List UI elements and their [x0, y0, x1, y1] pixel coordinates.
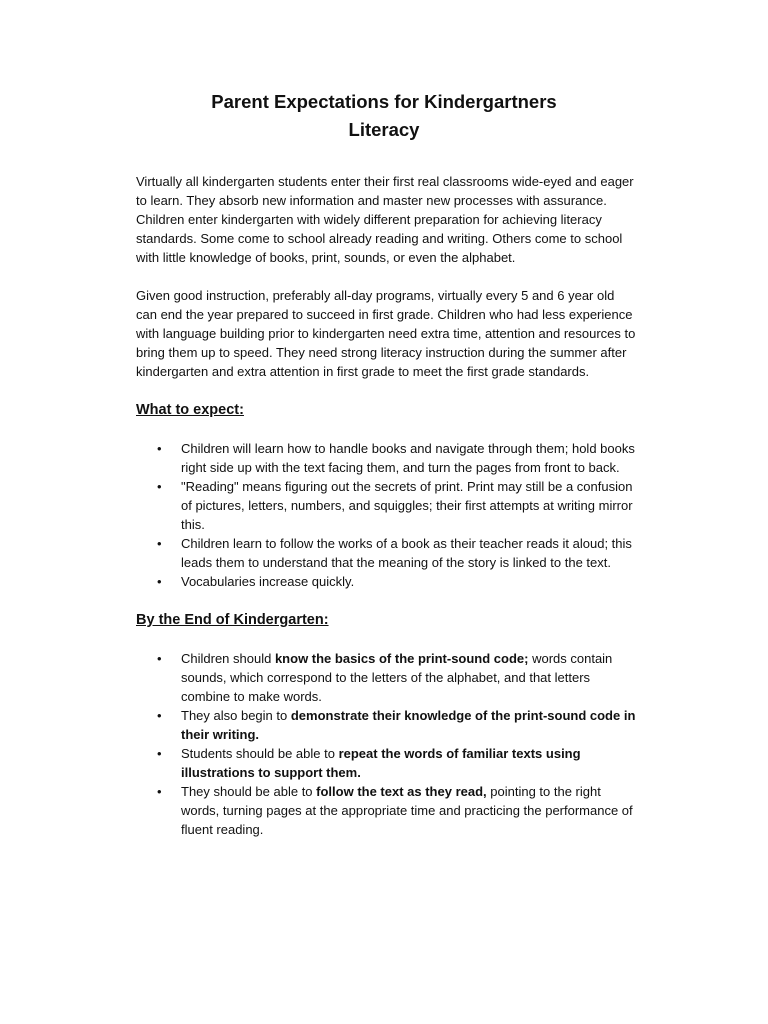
- list-item-text-after: words contain sounds, which correspond to the letters of the alphabet, and that letters combine to make words.: [181, 651, 613, 704]
- list-item-text-before: They should be able to: [181, 784, 317, 799]
- list-item-text: Vocabularies increase quickly.: [181, 574, 355, 589]
- bullet-icon: •: [157, 574, 162, 589]
- list-item: [136, 439, 636, 477]
- bullet-icon: •: [157, 651, 162, 666]
- list-item: [136, 706, 636, 744]
- document-body: [136, 172, 636, 858]
- what-to-expect-heading: What to expect:: [136, 402, 244, 418]
- list-item-text-bold: know the basics of the print-sound code;: [274, 651, 529, 666]
- list-item-text-before: Children should: [181, 651, 275, 666]
- list-item-text: Children will learn how to handle books and navigate through them; hold books right side up with the text facing them, and turn the pages from front to back.: [181, 441, 635, 475]
- bullet-icon: •: [157, 441, 162, 456]
- list-item: [136, 477, 636, 534]
- title-line-2: Literacy: [348, 119, 420, 140]
- list-item: [136, 744, 636, 782]
- list-item: [136, 572, 636, 591]
- list-item-text-before: Students should be able to: [181, 746, 339, 761]
- list-item-text-before: They also begin to: [181, 708, 291, 723]
- list-item: [136, 649, 636, 706]
- what-to-expect-list: [136, 439, 636, 591]
- list-item-text: "Reading" means figuring out the secrets of print. Print may still be a confusion of pictures, letters, numbers, and squiggles; their first attempts at writing mirror this.: [181, 479, 633, 532]
- bullet-icon: •: [157, 536, 162, 551]
- intro-paragraph-2: Given good instruction, preferably all-day programs, virtually every 5 and 6 year old can end the year prepared to succeed in first grade. Children who had less experience with language building prior to kindergarten need extra time, attention and resources to bring them up to speed. They need strong literacy instruction during the summer after kindergarten and extra attention in first grade to meet the first grade standards.: [136, 288, 636, 379]
- document-title: [0, 88, 768, 144]
- list-item: [136, 534, 636, 572]
- list-item-text-bold: follow the text as they read,: [316, 784, 487, 799]
- bullet-icon: •: [157, 708, 162, 723]
- bullet-icon: •: [157, 479, 162, 494]
- title-line-1: Parent Expectations for Kindergartners: [211, 91, 557, 112]
- list-item-text: Children learn to follow the works of a book as their teacher reads it aloud; this leads them to understand that the meaning of the story is linked to the text.: [181, 536, 632, 570]
- end-of-kindergarten-list: [136, 649, 636, 839]
- list-item: [136, 782, 636, 839]
- end-of-kindergarten-heading: By the End of Kindergarten:: [136, 612, 329, 628]
- list-item-text-bold: repeat the words of familiar texts using illustrations to support them.: [181, 746, 581, 780]
- list-item-text-after: pointing to the right words, turning pages at the appropriate time and practicing the performance of fluent reading.: [181, 784, 633, 837]
- bullet-icon: •: [157, 784, 162, 799]
- list-item-text-bold: demonstrate their knowledge of the print-sound code in their writing.: [181, 708, 636, 742]
- bullet-icon: •: [157, 746, 162, 761]
- intro-paragraph-1: Virtually all kindergarten students enter their first real classrooms wide-eyed and eager to learn. They absorb new information and master new processes with assurance. Children enter kindergarten with widely different preparation for achieving literacy standards. Some come to school already reading and writing. Others come to school with little knowledge of books, print, sounds, or even the alphabet.: [136, 174, 634, 265]
